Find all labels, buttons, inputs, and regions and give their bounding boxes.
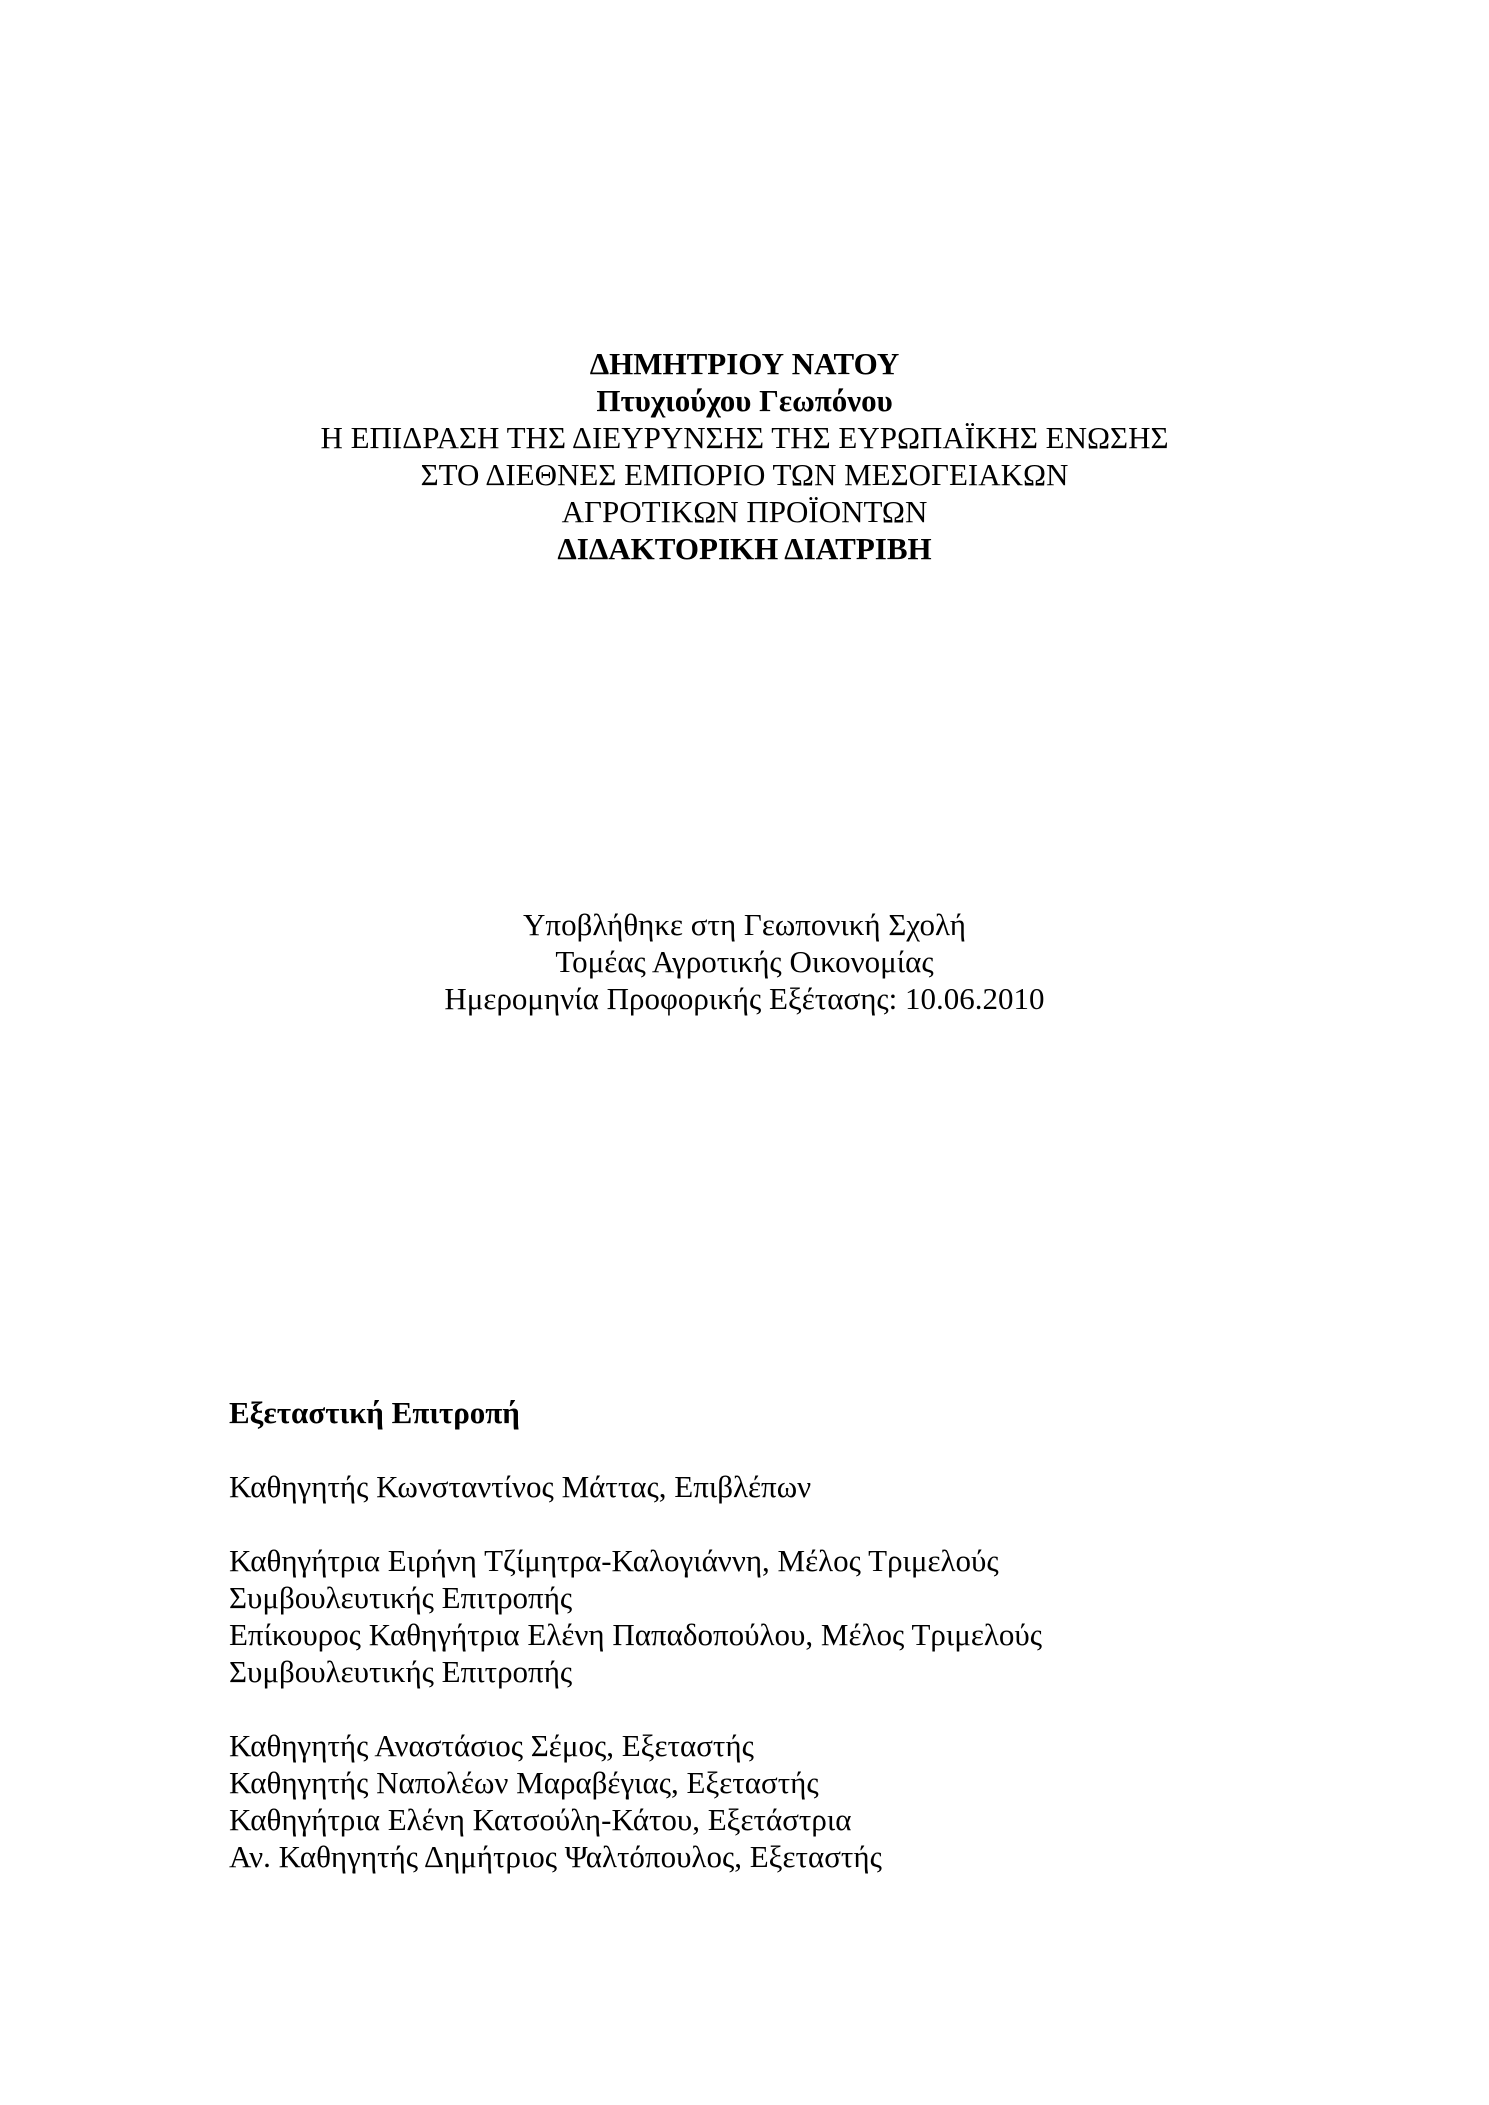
examiners-list xyxy=(229,1727,1429,1875)
committee-member: Συμβουλευτικής Επιτροπής xyxy=(229,1654,573,1689)
committee-member: Καθηγήτρια Ειρήνη Τζίμητρα-Καλογιάννη, Μέλος Τριμελούς xyxy=(229,1543,999,1578)
committee-member: Καθηγητής Ναπολέων Μαραβέγιας, Εξεταστής xyxy=(229,1765,819,1800)
spacer xyxy=(229,1431,1429,1468)
committee-member: Επίκουρος Καθηγήτρια Ελένη Παπαδοπούλου, Μέλος Τριμελούς xyxy=(229,1617,1043,1652)
spacer xyxy=(229,1505,1429,1542)
author-name: ΔΗΜΗΤΡΙΟΥ ΝΑΤΟΥ xyxy=(589,346,900,381)
submission-department: Τομέας Αγροτικής Οικονομίας xyxy=(555,944,934,979)
thesis-title-line: Η ΕΠΙΔΡΑΣΗ ΤΗΣ ΔΙΕΥΡΥΝΣΗΣ ΤΗΣ ΕΥΡΩΠΑΪΚΗΣ ΕΝΩΣΗΣ xyxy=(320,420,1169,455)
submission-block xyxy=(0,906,1489,1017)
supervisor-list xyxy=(229,1468,1429,1505)
committee-member: Συμβουλευτικής Επιτροπής xyxy=(229,1580,573,1615)
committee-member: Καθηγητής Αναστάσιος Σέμος, Εξεταστής xyxy=(229,1728,754,1763)
author-degree: Πτυχιούχου Γεωπόνου xyxy=(596,383,893,418)
committee-block xyxy=(229,1394,1429,1875)
committee-member: Καθηγήτρια Ελένη Κατσούλη-Κάτου, Εξετάστρια xyxy=(229,1802,852,1837)
committee-member: Καθηγητής Κωνσταντίνος Μάττας, Επιβλέπων xyxy=(229,1469,812,1504)
document-type: ΔΙΔΑΚΤΟΡΙΚΗ ΔΙΑΤΡΙΒΗ xyxy=(557,531,932,566)
committee-member: Αν. Καθηγητής Δημήτριος Ψαλτόπουλος, Εξεταστής xyxy=(229,1839,882,1874)
exam-date: Ημερομηνία Προφορικής Εξέτασης: 10.06.2010 xyxy=(444,981,1045,1016)
submission-school: Υποβλήθηκε στη Γεωπονική Σχολή xyxy=(523,907,966,942)
spacer xyxy=(229,1690,1429,1727)
committee-heading: Εξεταστική Επιτροπή xyxy=(229,1395,520,1430)
title-block xyxy=(0,345,1489,567)
thesis-title-line: ΣΤΟ ΔΙΕΘΝΕΣ ΕΜΠΟΡΙΟ ΤΩΝ ΜΕΣΟΓΕΙΑΚΩΝ xyxy=(420,457,1069,492)
advisory-members-list xyxy=(229,1542,1429,1690)
thesis-title-line: ΑΓΡΟΤΙΚΩΝ ΠΡΟΪΟΝΤΩΝ xyxy=(561,494,928,529)
